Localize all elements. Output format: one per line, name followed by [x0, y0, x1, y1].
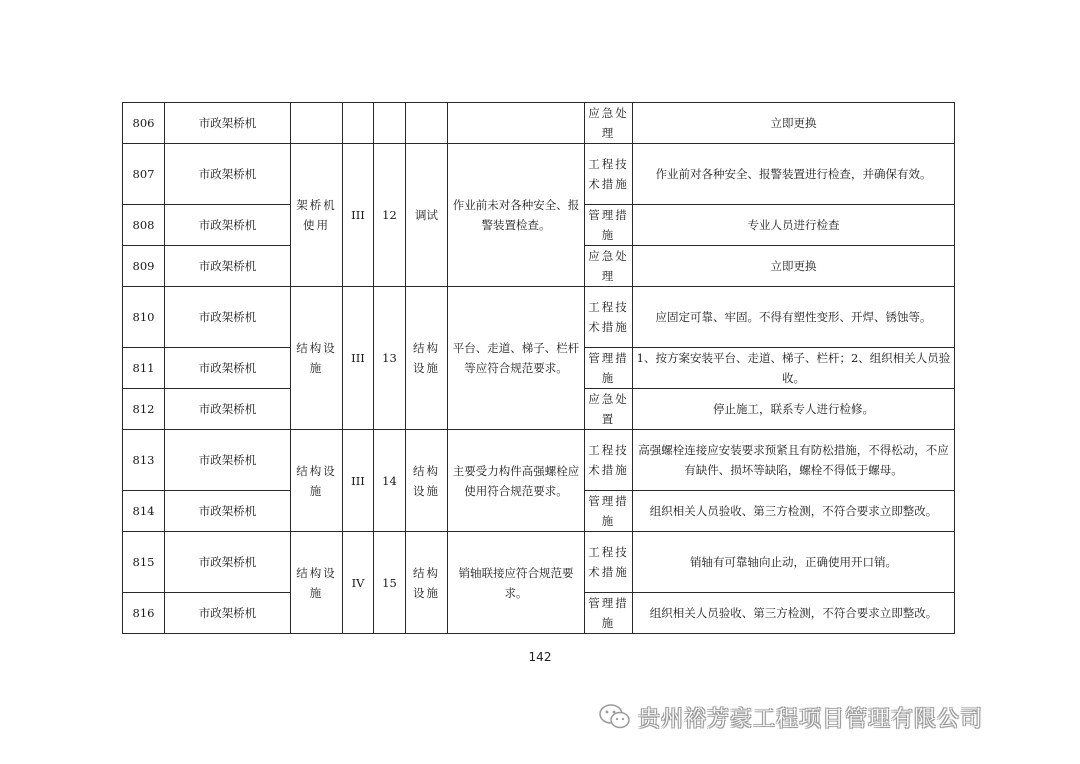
category-cell: 结构设施: [291, 287, 343, 430]
empty-cell: [448, 103, 585, 144]
sequence-cell: 12: [374, 144, 406, 287]
table-row: [123, 430, 955, 491]
item-cell: 结构设施: [406, 430, 448, 532]
row-number: 812: [123, 389, 165, 430]
row-number: 814: [123, 491, 165, 532]
row-number: 816: [123, 593, 165, 634]
watermark-text: 贵州裕芳豪工程项目管理有限公司: [638, 706, 984, 732]
wechat-icon: [598, 703, 632, 731]
equipment-name: 市政架桥机: [165, 205, 291, 246]
risk-level-cell: IV: [343, 532, 374, 634]
measure-type: 工程技术措施: [585, 532, 633, 593]
measure-type: 应急处置: [585, 389, 633, 430]
measure-content: 组织相关人员验收、第三方检测，不符合要求立即整改。: [633, 593, 955, 634]
equipment-name: 市政架桥机: [165, 491, 291, 532]
measure-type: 工程技术措施: [585, 430, 633, 491]
item-cell: 结构设施: [406, 532, 448, 634]
item-cell: 调试: [406, 144, 448, 287]
equipment-name: 市政架桥机: [165, 103, 291, 144]
risk-control-table: [122, 102, 955, 634]
hazard-cell: 平台、走道、梯子、栏杆等应符合规范要求。: [448, 287, 585, 430]
equipment-name: 市政架桥机: [165, 532, 291, 593]
measure-type: 应急处理: [585, 246, 633, 287]
measure-type: 管理措施: [585, 348, 633, 389]
empty-cell: [374, 103, 406, 144]
measure-type: 管理措施: [585, 491, 633, 532]
table-row: [123, 144, 955, 205]
row-number: 806: [123, 103, 165, 144]
measure-content: 组织相关人员验收、第三方检测，不符合要求立即整改。: [633, 491, 955, 532]
row-number: 810: [123, 287, 165, 348]
watermark: [598, 700, 983, 734]
page-number: 142: [528, 650, 552, 664]
measure-content: 停止施工，联系专人进行检修。: [633, 389, 955, 430]
empty-cell: [343, 103, 374, 144]
equipment-name: 市政架桥机: [165, 593, 291, 634]
measure-content: 1、按方案安装平台、走道、梯子、栏杆；2、组织相关人员验收。: [633, 348, 955, 389]
table-row: [123, 103, 955, 144]
table-row: [123, 532, 955, 593]
equipment-name: 市政架桥机: [165, 430, 291, 491]
equipment-name: 市政架桥机: [165, 144, 291, 205]
row-number: 809: [123, 246, 165, 287]
equipment-name: 市政架桥机: [165, 246, 291, 287]
measure-type: 应急处理: [585, 103, 633, 144]
measure-content: 专业人员进行检查: [633, 205, 955, 246]
empty-cell: [291, 103, 343, 144]
category-cell: 结构设施: [291, 532, 343, 634]
sequence-cell: 14: [374, 430, 406, 532]
equipment-name: 市政架桥机: [165, 389, 291, 430]
sequence-cell: 13: [374, 287, 406, 430]
hazard-cell: 销轴联接应符合规范要求。: [448, 532, 585, 634]
measure-content: 销轴有可靠轴向止动，正确使用开口销。: [633, 532, 955, 593]
measure-type: 工程技术措施: [585, 144, 633, 205]
measure-content: 立即更换: [633, 246, 955, 287]
category-cell: 结构设施: [291, 430, 343, 532]
hazard-cell: 主要受力构件高强螺栓应使用符合规范要求。: [448, 430, 585, 532]
risk-level-cell: III: [343, 144, 374, 287]
row-number: 808: [123, 205, 165, 246]
empty-cell: [406, 103, 448, 144]
item-cell: 结构设施: [406, 287, 448, 430]
row-number: 811: [123, 348, 165, 389]
risk-level-cell: III: [343, 287, 374, 430]
measure-type: 管理措施: [585, 205, 633, 246]
measure-content: 立即更换: [633, 103, 955, 144]
row-number: 807: [123, 144, 165, 205]
equipment-name: 市政架桥机: [165, 287, 291, 348]
measure-content: 高强螺栓连接应安装要求预紧且有防松措施，不得松动，不应有缺件、损坏等缺陷，螺栓不得低于螺母。: [633, 430, 955, 491]
risk-level-cell: III: [343, 430, 374, 532]
row-number: 813: [123, 430, 165, 491]
table-row: [123, 287, 955, 348]
measure-content: 应固定可靠、牢固。不得有塑性变形、开焊、锈蚀等。: [633, 287, 955, 348]
measure-content: 作业前对各种安全、报警装置进行检查，并确保有效。: [633, 144, 955, 205]
hazard-cell: 作业前未对各种安全、报警装置检查。: [448, 144, 585, 287]
category-cell: 架桥机使用: [291, 144, 343, 287]
sequence-cell: 15: [374, 532, 406, 634]
measure-type: 管理措施: [585, 593, 633, 634]
row-number: 815: [123, 532, 165, 593]
equipment-name: 市政架桥机: [165, 348, 291, 389]
measure-type: 工程技术措施: [585, 287, 633, 348]
